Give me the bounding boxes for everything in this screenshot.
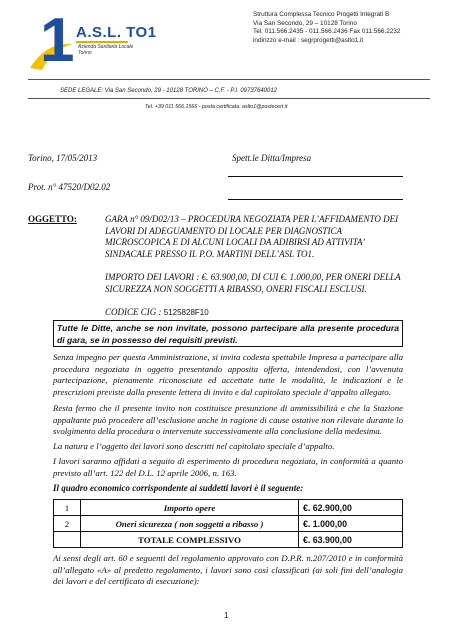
table-row bbox=[54, 532, 403, 548]
logo-subtitle: Azienda Sanitaria Locale Torino bbox=[78, 44, 134, 56]
header-contact-line: Struttura Complessa Tecnico Progetti Integrati B bbox=[253, 11, 390, 18]
body-paragraph: Senza impegno per questa Amministrazione, si invita codesta spettabile Impresa a partecipare alla procedura negoziata in oggetto presentando apposita offerta, intendendosi, con l’avvenuta partecipazione, pienamente riconosciute ed accettate tutte le modalità, le indicazioni e le prescrizioni previste dalla presente lettera di invito e dal capitolato speciale d’appalto allegato. bbox=[53, 352, 403, 397]
body-paragraph: La natura e l’oggetto dei lavori sono descritti nel capitolato speciale d’appalto. bbox=[53, 441, 335, 451]
recipient-line bbox=[228, 176, 403, 177]
row-value: €. 1.000,00 bbox=[299, 516, 403, 532]
body-paragraph: Resta fermo che il presente invito non costituisce presunzione di ammissibilità e che la Stazione appaltante può procedere all’esclusione anche in ragione di cause ostative non rilevate durante lo svolgimento della procedura o intervenute successivamente alla conclusione della medesima. bbox=[53, 403, 403, 436]
oggetto-text: GARA n° 09/D02/13 – PROCEDURA NEGOZIATA PER L’AFFIDAMENTO DEI LAVORI DI ADEGUAMENTO DI LOCALE PER DIAGNOSTICA MICROSCOPICA E DI ALCUNI LOCALI DA ADIBIRSI AD ATTIVITA’ SINDACALE PRESSO IL P.O. MARTINI DELL’ASL TO1. bbox=[105, 214, 399, 259]
row-value: €. 63.900,00 bbox=[299, 532, 403, 548]
header-contact-line: Tel. 011.566.2435 - 011.566.2436 Fax 011.566.2232 bbox=[253, 28, 401, 36]
logo-name: A.S.L. TO1 bbox=[76, 24, 157, 41]
header-contact-line: indirizzo e-mail : segrprogetti@aslto1.it bbox=[253, 36, 364, 44]
cig-line bbox=[105, 307, 209, 317]
logo-divider bbox=[76, 41, 128, 43]
sede-divider bbox=[28, 98, 430, 99]
recipient-label: Spett.le Ditta/Impresa bbox=[232, 153, 312, 163]
header-divider bbox=[28, 79, 430, 80]
closing-paragraph: Ai sensi degli art. 60 e seguenti del regolamento approvato con D.P.R. n.207/2010 e in conformità all’allegato «A» al predetto regolamento, i lavori sono così classificati (ai soli fini dell’analogia dei lavori e del certificato di esecuzione): bbox=[53, 553, 403, 586]
page-number: 1 bbox=[224, 611, 229, 620]
header-contact-line: Via San Secondo, 29 – 10128 Torino bbox=[253, 19, 357, 27]
row-number: 1 bbox=[54, 500, 81, 516]
sede-legale-line: SEDE LEGALE: Via San Secondo, 29 - 10128 TORINO – C.F. - P.I. 09737640012 bbox=[60, 88, 278, 94]
cost-table bbox=[53, 499, 403, 548]
quadro-title: Il quadro economico corrispondente ai suddetti lavori è il seguente: bbox=[53, 483, 304, 493]
notice-box: Tutte le Ditte, anche se non invitate, possono partecipare alla presente procedura di gara, se in possesso dei requisiti previsti. bbox=[53, 320, 403, 347]
oggetto-label: OGGETTO: bbox=[28, 214, 77, 224]
cig-label: CODICE CIG : bbox=[105, 307, 164, 317]
row-number bbox=[54, 532, 81, 548]
protocol-number: Prot. n° 47520/D02.02 bbox=[28, 182, 111, 192]
recipient-line bbox=[228, 199, 403, 200]
logo-numeral: 1 bbox=[40, 6, 75, 75]
letter-date: Torino, 17/05/2013 bbox=[28, 153, 98, 163]
table-row bbox=[54, 500, 403, 516]
row-label: Oneri sicurezza ( non soggetti a ribasso ) bbox=[81, 516, 299, 532]
row-number: 2 bbox=[54, 516, 81, 532]
telephone-line: Tel. +39 011 566.1566 - posta certificata: aslto1@postecert.it bbox=[145, 104, 288, 110]
row-value: €. 62.900,00 bbox=[299, 500, 403, 516]
cig-code: 5125828F10 bbox=[163, 308, 209, 317]
header-contact bbox=[253, 11, 400, 45]
table-row bbox=[54, 516, 403, 532]
asl-logo bbox=[18, 6, 158, 75]
importo-text: IMPORTO DEI LAVORI : €. 63.900,00, DI CUI €. 1.000,00, PER ONERI DELLA SICUREZZA NON SOGGETTI A RIBASSO, ONERI FISCALI ESCLUSI. bbox=[105, 272, 401, 294]
row-label: TOTALE COMPLESSIVO bbox=[81, 532, 299, 548]
body-paragraph: I lavori saranno affidati a seguito di esperimento di procedura negoziata, in conformità a quanto previsto all’art. 122 del D.L. 12 aprile 2006, n. 163. bbox=[53, 456, 403, 478]
row-label: Importo opere bbox=[81, 500, 299, 516]
